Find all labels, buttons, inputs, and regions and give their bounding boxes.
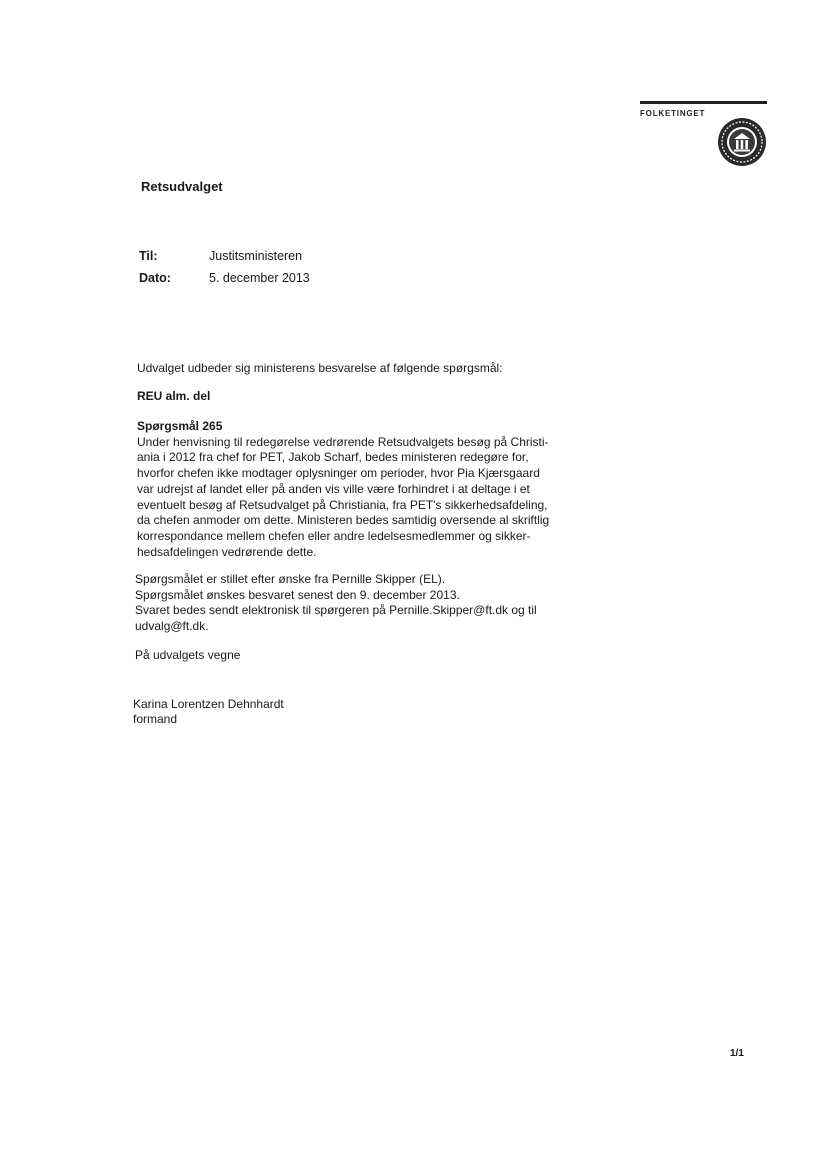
question-line: Under henvisning til redegørelse vedrørende Retsudvalgets besøg på Christi- [137,434,549,449]
request-info-block [135,572,537,635]
info-line: udvalg@ft.dk. [135,619,209,634]
reference-label: REU alm. del [137,389,211,403]
info-line: Spørgsmålet ønskes besvaret senest den 9. december 2013. [135,587,460,602]
question-line: hedsafdelingen vedrørende dette. [137,544,317,559]
info-line: Spørgsmålet er stillet efter ønske fra Pernille Skipper (EL). [135,572,446,586]
date-value: 5. december 2013 [209,271,310,285]
signatory-title: formand [133,712,178,726]
info-line: Svaret bedes sendt elektronisk til spørgeren på Pernille.Skipper@ft.dk og til [135,603,537,618]
to-value: Justitsministeren [209,249,303,263]
question-line: hvorfor chefen ikke modtager oplysninger om perioder, hvor Pia Kjærsgaard [137,466,540,481]
question-title: Spørgsmål 265 [137,419,223,433]
question-line: var udrejst af landet eller på anden vis ville være forhindret i at deltage i et [137,481,530,496]
question-block [137,419,577,560]
signatory-name: Karina Lorentzen Dehnhardt [133,697,284,711]
page-number: 1/1 [730,1048,744,1059]
organization-name: FOLKETINGET [640,109,706,118]
question-line: da chefen anmoder om dette. Ministeren bedes samtidig oversende al skriftlig [137,513,550,528]
date-label: Dato: [139,271,171,285]
intro-text: Udvalget udbeder sig ministerens besvarelse af følgende spørgsmål: [137,361,503,375]
question-line: ania i 2012 fra chef for PET, Jakob Scharf, bedes ministeren redegøre for, [137,450,529,465]
question-line: eventuelt besøg af Retsudvalget på Christiania, fra PET's sikkerhedsafdeling, [137,497,548,512]
folketinget-seal-icon [717,117,767,167]
to-label: Til: [139,249,158,263]
header-rule [640,101,767,104]
closing-text: På udvalgets vegne [135,648,241,662]
committee-name: Retsudvalget [141,179,223,194]
question-line: korrespondance mellem chefen eller andre ledelsesmedlemmer og sikker- [137,528,531,543]
